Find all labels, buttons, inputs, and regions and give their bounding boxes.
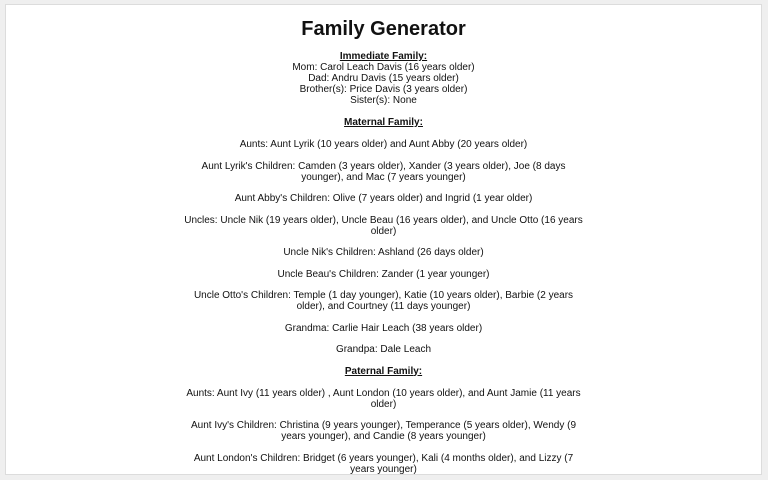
aunt-london-children: Aunt London's Children: Bridget (6 years younger), Kali (4 months older), and Lizzy (7 years younger) — [193, 452, 574, 475]
paternal-family-heading: Paternal Family: — [344, 365, 423, 377]
aunt-abby-children: Aunt Abby's Children: Olive (7 years older) and Ingrid (1 year older) — [234, 193, 533, 204]
page-container — [5, 4, 762, 475]
maternal-family-heading: Maternal Family: — [344, 117, 423, 128]
family-content — [184, 17, 584, 475]
grandpa: Grandpa: Dale Leach — [335, 344, 432, 355]
maternal-aunts: Aunts: Aunt Lyrik (10 years older) and Aunt Abby (20 years older) — [239, 139, 528, 150]
uncle-beau-children: Uncle Beau's Children: Zander (1 year younger) — [277, 268, 490, 280]
dad-line: Dad: Andru Davis (15 years older) — [308, 73, 459, 84]
paternal-aunts: Aunts: Aunt Ivy (11 years older) , Aunt London (10 years older), and Aunt Jamie (11 years older) — [186, 387, 581, 410]
paternal-family-section — [184, 366, 584, 475]
page-title: Family Generator — [301, 18, 466, 40]
mom-line: Mom: Carol Leach Davis (16 years older) — [292, 62, 475, 73]
sisters-line: Sister(s): None — [350, 95, 417, 106]
aunt-lyrik-children: Aunt Lyrik's Children: Camden (3 years older), Xander (3 years older), Joe (8 days younger), and Mac (7 years younger) — [201, 160, 566, 183]
aunt-ivy-children: Aunt Ivy's Children: Christina (9 years younger), Temperance (5 years older), Wendy (9 years younger), and Candie (8 years younger) — [190, 420, 577, 442]
maternal-family-section — [184, 117, 584, 355]
maternal-uncles: Uncles: Uncle Nik (19 years older), Uncle Beau (16 years older), and Uncle Otto (16 years older) — [184, 214, 583, 237]
uncle-otto-children: Uncle Otto's Children: Temple (1 day younger), Katie (10 years older), Barbie (2 years older), and Courtney (11 days younger) — [193, 290, 574, 312]
brothers-line: Brother(s): Price Davis (3 years older) — [299, 84, 468, 95]
immediate-family-section — [184, 51, 584, 106]
immediate-family-heading: Immediate Family: — [339, 51, 428, 62]
uncle-nik-children: Uncle Nik's Children: Ashland (26 days older) — [283, 247, 484, 258]
grandma: Grandma: Carlie Hair Leach (38 years older) — [284, 322, 483, 334]
